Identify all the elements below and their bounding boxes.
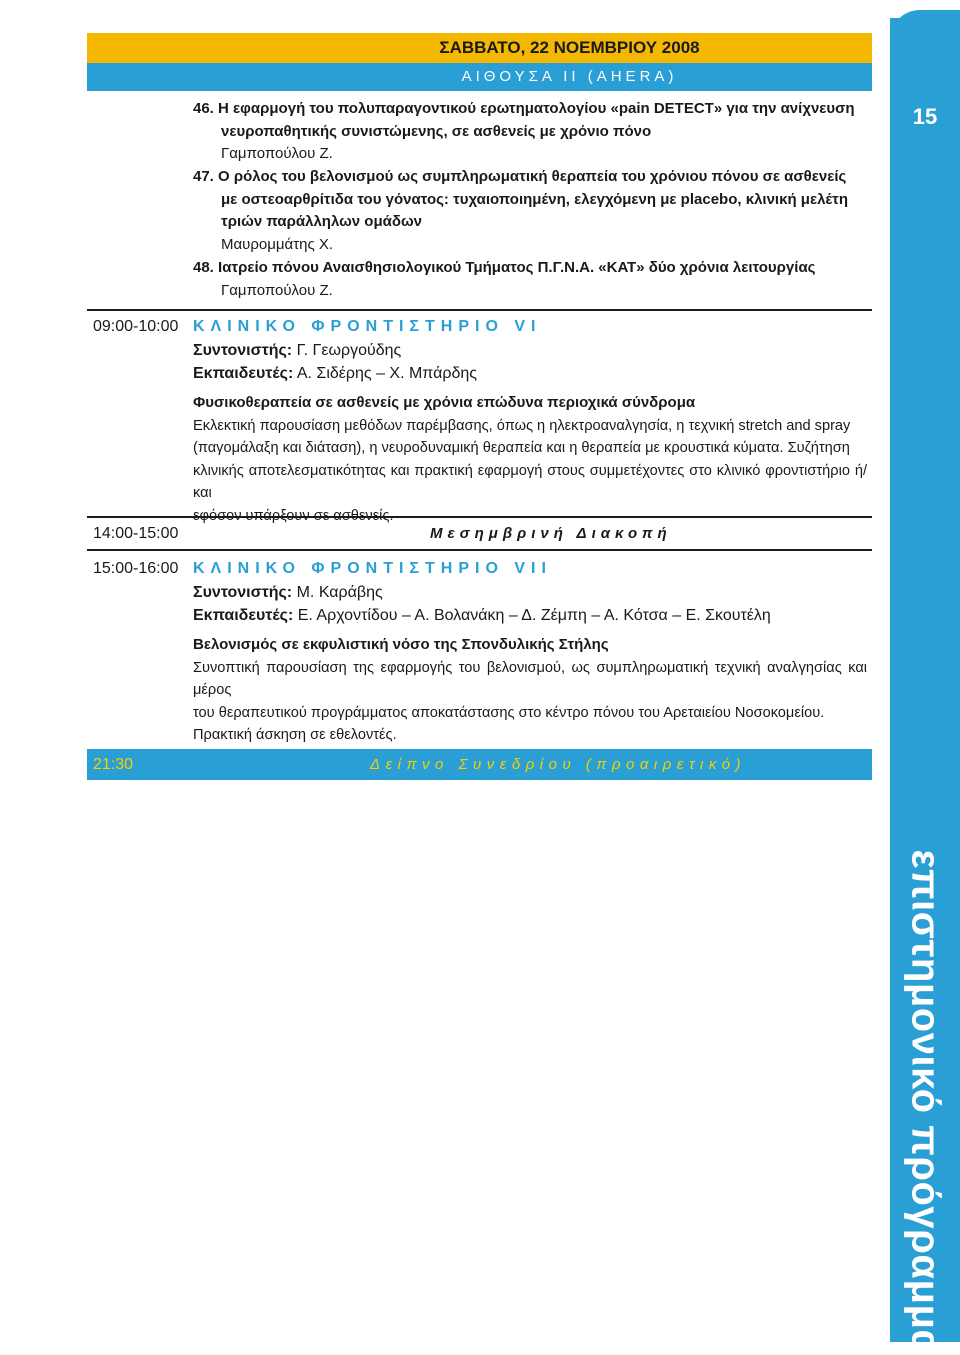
trainers-label: Εκπαιδευτές:: [193, 607, 294, 624]
section-divider: [87, 309, 872, 311]
workshop-topic: Βελονισμός σε εκφυλιστική νόσο της Σπονδυλικής Στήλης: [193, 636, 609, 653]
coordinator-name: Μ. Καράβης: [296, 584, 383, 601]
coordinator-label: Συντονιστής:: [193, 342, 293, 359]
hall-heading: ΑΙΘΟΥΣΑ ΙΙ (AHERA): [461, 68, 678, 85]
trainers-names: Ε. Αρχοντίδου – Α. Βολανάκη – Δ. Ζέμπη – Α. Κότσα – Ε. Σκουτέλη: [297, 607, 771, 624]
section-divider: [87, 549, 872, 551]
session-time: 09:00-10:00: [93, 318, 179, 335]
item-title: Η εφαρμογή του πολυπαραγοντικού ερωτηματολογίου «pain DETECT» για την ανίχνευση: [218, 100, 855, 117]
item-title-cont: με οστεοαρθρίτιδα του γόνατος: τυχαιοποιημένη, ελεγχόμενη με placebo, κλινική μελέτη: [221, 190, 849, 208]
coordinator-label: Συντονιστής:: [193, 584, 293, 601]
item-title-cont: νευροπαθητικής συνιστώμενης, σε ασθενείς με χρόνιο πόνο: [221, 122, 652, 140]
section-divider: [87, 516, 872, 518]
trainers-line: [193, 605, 771, 627]
item-number: 47.: [193, 168, 214, 185]
coordinator-line: [193, 340, 401, 362]
workshop-title: ΚΛΙΝΙΚΟ ΦΡΟΝΤΙΣΤΗΡΙΟ VI: [193, 318, 542, 335]
description-line: (παγομάλαξη και διάταση), η νευροδυναμική θεραπεία και η θεραπεία με κρουστικά κύματα. Συζήτηση: [193, 440, 850, 457]
item-title: Ο ρόλος του βελονισμού ως συμπληρωματική θεραπεία του χρόνιου πόνου σε ασθενείς: [218, 168, 847, 185]
item-author: Γαμποπούλου Ζ.: [221, 145, 333, 163]
item-title-cont: τριών παράλληλων ομάδων: [221, 213, 422, 231]
description-line: Συνοπτική παρουσίαση της εφαρμογής του βελονισμού, ως συμπληρωματική τεχνική αναλγησίας και μέρος: [193, 660, 867, 699]
dinner-label: Δείπνο Συνεδρίου (προαιρετικό): [370, 756, 747, 773]
description-line: κλινικής αποτελεσματικότητας και πρακτική εφαρμογή στους συμμετέχοντες στο κλινικό φροντιστήριο ή/και: [193, 462, 867, 502]
description-line: Εκλεκτική παρουσίαση μεθόδων παρέμβασης, όπως η ηλεκτροαναλγησία, η τεχνική stretch and spray: [193, 418, 851, 434]
sidebar-top-curve: [890, 10, 960, 50]
description-line: του θεραπευτικού προγράμματος αποκατάστασης στο κέντρο πόνου του Αρεταιείου Νοσοκομείου.: [193, 704, 825, 721]
trainers-names: Α. Σιδέρης – Χ. Μπάρδης: [296, 365, 477, 382]
break-label: Μεσημβρινή Διακοπή: [430, 525, 672, 542]
workshop-description: [193, 415, 867, 527]
dinner-time: 21:30: [93, 756, 134, 773]
coordinator-name: Γ. Γεωργούδης: [296, 342, 402, 359]
session-time: 15:00-16:00: [93, 560, 179, 577]
abstract-item: [193, 257, 873, 302]
trainers-label: Εκπαιδευτές:: [193, 365, 294, 382]
workshop-topic: Φυσικοθεραπεία σε ασθενείς με χρόνια επώδυνα περιοχικά σύνδρομα: [193, 394, 696, 411]
workshop-description: [193, 657, 867, 747]
item-author: Μαυρομμάτης Χ.: [221, 235, 334, 253]
item-title: Ιατρείο πόνου Αναισθησιολογικού Τμήματος Π.Γ.Ν.Α. «ΚΑΤ» δύο χρόνια λειτουργίας: [218, 259, 816, 276]
trainers-line: [193, 363, 477, 385]
date-heading: ΣΑΒΒΑΤΟ, 22 ΝΟΕΜΒΡΙΟΥ 2008: [439, 38, 700, 57]
page-number: 15: [912, 104, 938, 129]
coordinator-line: [193, 582, 383, 604]
item-number: 48.: [193, 259, 214, 276]
description-line: Πρακτική άσκηση σε εθελοντές.: [193, 727, 397, 744]
section-vertical-title: επιστημονικό πρόγραμμα: [903, 849, 948, 1355]
abstract-item: [193, 166, 873, 256]
session-time: 14:00-15:00: [93, 525, 179, 542]
item-author: Γαμποπούλου Ζ.: [221, 281, 333, 299]
abstract-item: [193, 98, 873, 166]
workshop-title: ΚΛΙΝΙΚΟ ΦΡΟΝΤΙΣΤΗΡΙΟ VII: [193, 560, 552, 577]
item-number: 46.: [193, 100, 214, 117]
